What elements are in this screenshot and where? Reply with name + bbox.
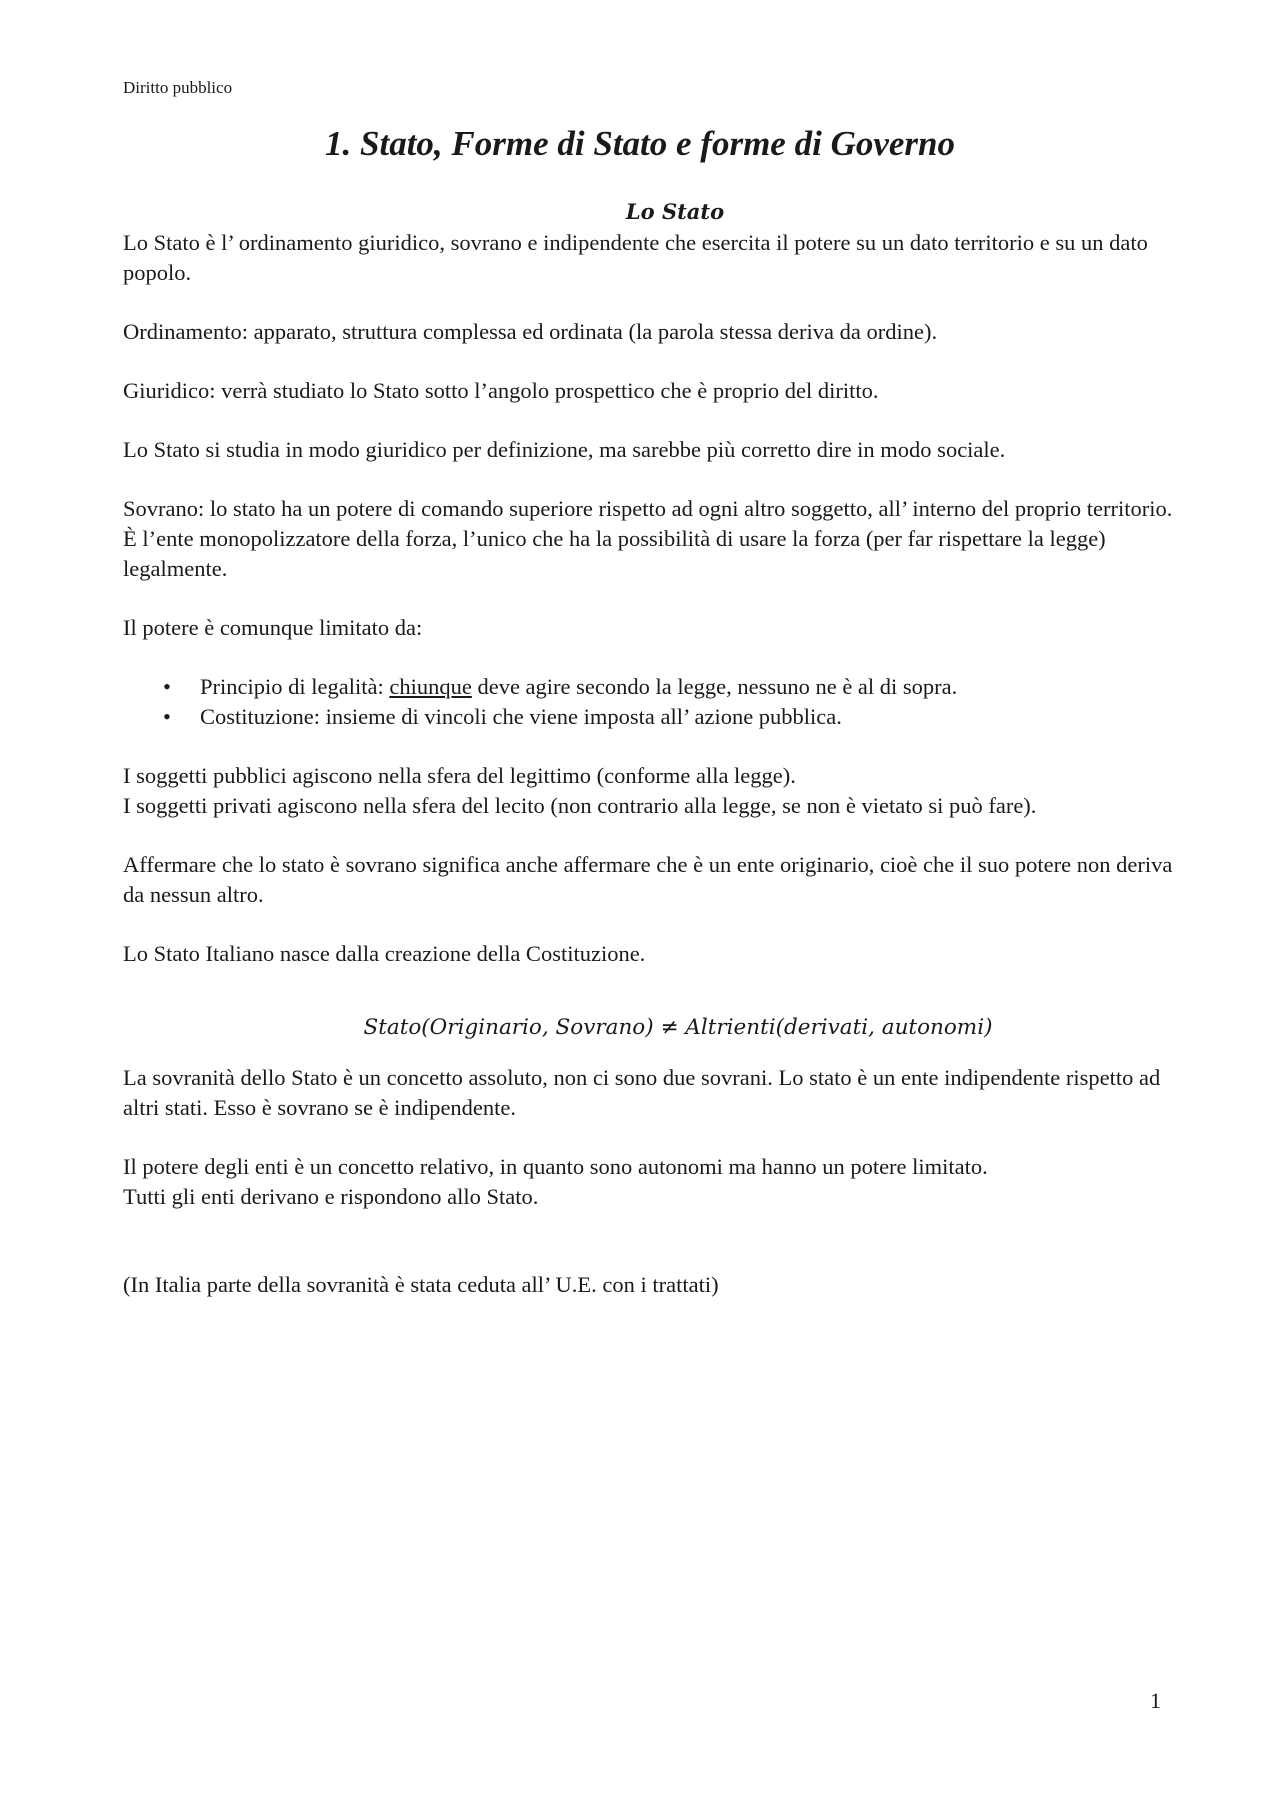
paragraph-ue: (In Italia parte della sovranità è stata ceduta all’ U.E. con i trattati) (123, 1272, 719, 1297)
chapter-title: 1. Stato, Forme di Stato e forme di Governo (325, 124, 955, 163)
list-item-text: Costituzione: insieme di vincoli che viene imposta all’ azione pubblica. (200, 704, 842, 729)
bullet-icon: • (163, 674, 171, 699)
list-item (123, 672, 1183, 702)
limits-list (123, 672, 1183, 732)
paragraph-originario: Affermare che lo stato è sovrano significa anche affermare che è un ente originario, cioè che il suo potere non deriva da nessun altro. (123, 852, 1173, 907)
list-item-prefix: Principio di legalità: (200, 674, 390, 699)
section-title: Lo Stato (625, 199, 725, 224)
paragraph-soggetti-pubblici: I soggetti pubblici agiscono nella sfera del legittimo (conforme alla legge). (123, 763, 796, 788)
paragraph-sovranita: La sovranità dello Stato è un concetto assoluto, non ci sono due sovrani. Lo stato è un ente indipendente rispetto ad altri stati. Esso è sovrano se è indipendente. (123, 1065, 1161, 1120)
document-body (123, 228, 1183, 1300)
paragraph-limiti: Il potere è comunque limitato da: (123, 615, 423, 640)
paragraph-sovrano: Sovrano: lo stato ha un potere di comando superiore rispetto ad ogni altro soggetto, all’ interno del proprio territorio. È l’ente monopolizzatore della forza, l’unico che ha la possibilità di usare la forza (per far rispettare la legge) legalmente. (123, 496, 1173, 581)
paragraph-stato-italiano: Lo Stato Italiano nasce dalla creazione della Costituzione. (123, 941, 646, 966)
running-header: Diritto pubblico (123, 78, 233, 97)
list-item (123, 702, 1183, 732)
paragraph-giuridico: Giuridico: verrà studiato lo Stato sotto l’angolo prospettico che è proprio del diritto. (123, 378, 879, 403)
list-item-suffix: deve agire secondo la legge, nessuno ne è al di sopra. (471, 674, 958, 699)
paragraph-ordinamento: Ordinamento: apparato, struttura complessa ed ordinata (la parola stessa deriva da ordine). (123, 319, 938, 344)
paragraph-enti: Il potere degli enti è un concetto relativo, in quanto sono autonomi ma hanno un potere limitato. (123, 1154, 988, 1179)
paragraph-definition: Lo Stato è l’ ordinamento giuridico, sovrano e indipendente che esercita il potere su un dato territorio e su un dato popolo. (123, 230, 1148, 285)
formula: Stato(Originario, Sovrano) ≠ Altrienti(derivati, autonomi) (363, 1015, 993, 1040)
paragraph-studio: Lo Stato si studia in modo giuridico per definizione, ma sarebbe più corretto dire in modo sociale. (123, 437, 1006, 462)
bullet-icon: • (163, 704, 171, 729)
underlined-word: chiunque (389, 674, 472, 699)
page-number: 1 (1150, 1688, 1161, 1713)
paragraph-enti-derivano: Tutti gli enti derivano e rispondono allo Stato. (123, 1184, 539, 1209)
paragraph-soggetti-privati: I soggetti privati agiscono nella sfera del lecito (non contrario alla legge, se non è vietato si può fare). (123, 793, 1037, 818)
